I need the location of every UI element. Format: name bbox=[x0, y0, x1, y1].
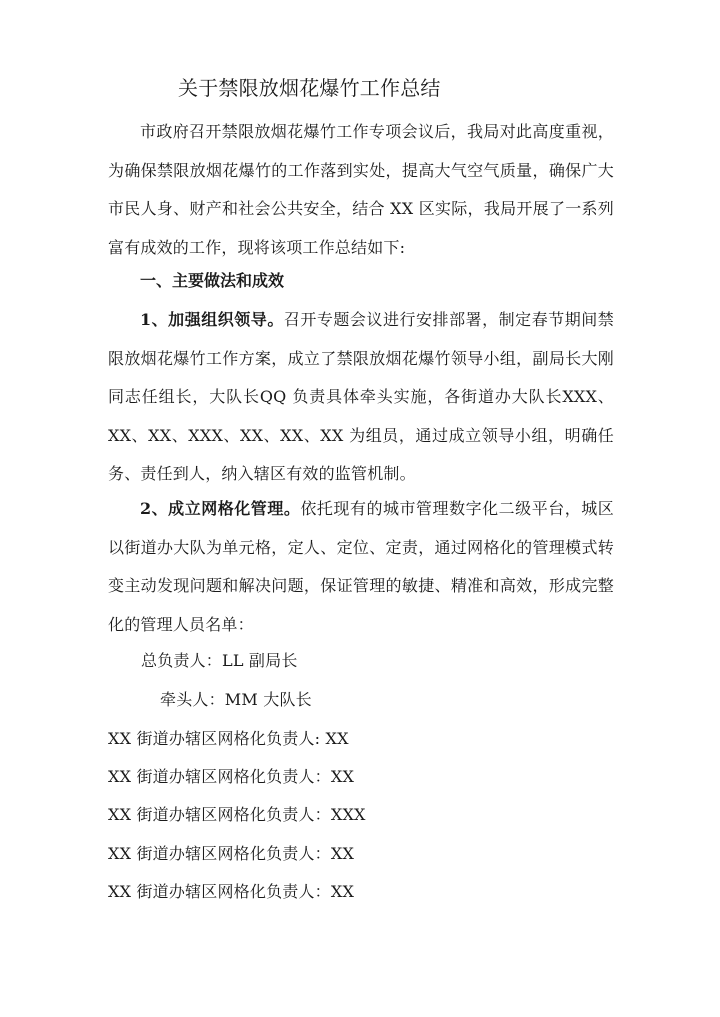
lead-person-line: 牵头人：MM 大队长 bbox=[160, 690, 312, 709]
street-leader-line: XX 街道办辖区网格化负责人：XX bbox=[108, 844, 355, 863]
total-leader-line: 总负责人：LL 副局长 bbox=[141, 651, 298, 670]
street-leader-line: XX 街道办辖区网格化负责人：XXX bbox=[108, 805, 366, 824]
document-title: 关于禁限放烟花爆竹工作总结 bbox=[178, 76, 441, 100]
street-leader-line: XX 街道办辖区网格化负责人：XX bbox=[108, 767, 355, 786]
item-strengthen-leadership-lead: 1、加强组织领导。 bbox=[140, 310, 284, 329]
item-strengthen-leadership-text: 召开专题会议进行安排部署，制定春节期间禁限放烟花爆竹工作方案，成立了禁限放烟花爆竹领导小组，副局长大刚同志任组长，大队长QQ 负责具体牵头实施，各街道办大队长XXX、XX、XX、XXX、XX、XX、XX 为组员，通过成立领导小组，明确任务、责任到人，纳入辖区有效的监管机制。 bbox=[108, 310, 614, 483]
item-grid-management-text: 依托现有的城市管理数字化二级平台，城区以街道办大队为单元格，定人、定位、定责，通过网格化的管理模式转变主动发现问题和解决问题，保证管理的敏捷、精准和高效，形成完整化的管理人员名单： bbox=[108, 499, 614, 634]
item-strengthen-leadership bbox=[108, 301, 614, 494]
section-heading-main-practices: 一、主要做法和成效 bbox=[140, 271, 285, 290]
item-grid-management-lead: 2、成立网格化管理。 bbox=[140, 499, 301, 518]
item-grid-management bbox=[108, 490, 614, 644]
street-leader-line: XX 街道办辖区网格化负责人: XX bbox=[108, 729, 349, 748]
street-leader-line: XX 街道办辖区网格化负责人：XX bbox=[108, 882, 355, 901]
intro-paragraph: 市政府召开禁限放烟花爆竹工作专项会议后，我局对此高度重视，为确保禁限放烟花爆竹的工作落到实处，提高大气空气质量，确保广大市民人身、财产和社会公共安全，结合 XX 区实际，我局开展了一系列富有成效的工作，现将该项工作总结如下: bbox=[108, 122, 614, 257]
